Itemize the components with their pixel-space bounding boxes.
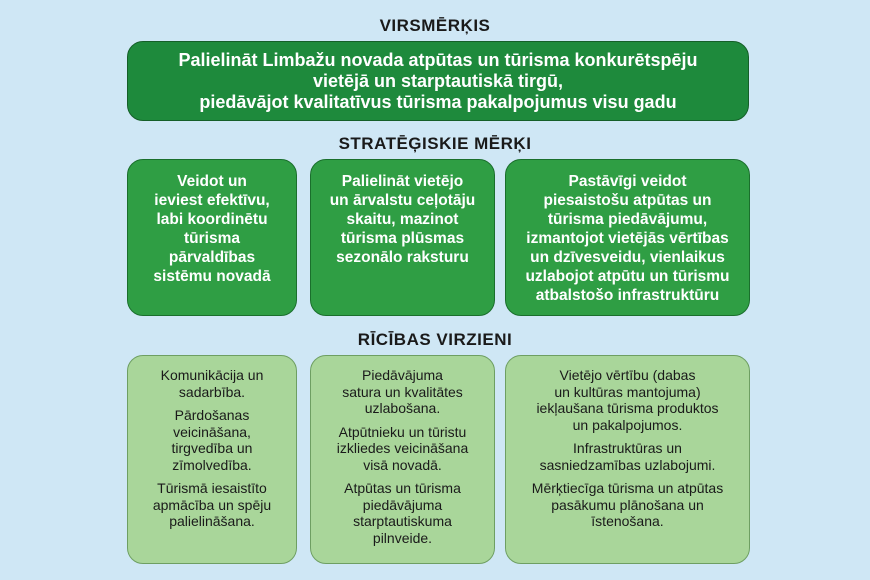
strategic-goal-box — [127, 159, 297, 316]
goal-line: Palielināt Limbažu novada atpūtas un tūrisma konkurētspēju — [178, 49, 698, 70]
action-item: Komunikācija un sadarbība. — [160, 367, 264, 400]
strategic-goals-heading: STRATĒĢISKIE MĒRĶI — [338, 134, 532, 153]
action-directions-heading: RĪCĪBAS VIRZIENI — [357, 330, 513, 349]
goal-heading: VIRSMĒRĶIS — [379, 16, 491, 35]
action-item: Infrastruktūras un sasniedzamības uzlabojumi. — [539, 440, 716, 473]
action-item: Piedāvājuma satura un kvalitātes uzlabošana. — [342, 367, 463, 416]
strategic-goal-box — [310, 159, 495, 316]
action-item: Pārdošanas veicināšana, tirgvedība un zīmolvedība. — [171, 407, 253, 473]
strategic-goal-text: Pastāvīgi veidot piesaistošu atpūtas un tūrisma piedāvājumu, izmantojot vietējās vērtības un dzīvesveidu, vienlaikus uzlabojot atpūtu un tūrismu atbalstošo infrastruktūru — [525, 173, 730, 304]
action-direction-box — [127, 355, 297, 564]
overall-goal-box — [127, 41, 749, 121]
strategic-goal-text: Palielināt vietējo un ārvalstu ceļotāju skaitu, mazinot tūrisma plūsmas sezonālo raksturu — [329, 173, 476, 266]
goal-line: piedāvājot kvalitatīvus tūrisma pakalpojumus visu gadu — [199, 91, 677, 112]
action-direction-box — [310, 355, 495, 564]
action-item: Mērķtiecīga tūrisma un atpūtas pasākumu plānošana un īstenošana. — [531, 480, 724, 529]
strategic-goal-text: Veidot un ieviest efektīvu, labi koordinētu tūrisma pārvaldības sistēmu novadā — [153, 173, 271, 285]
action-direction-box — [505, 355, 750, 564]
action-item: Tūrismā iesaistīto apmācība un spēju palielināšana. — [152, 480, 272, 529]
goal-line: vietējā un starptautiskā tirgū, — [312, 70, 564, 91]
action-item: Vietējo vērtību (dabas un kultūras mantojuma) iekļaušana tūrisma produktos un pakalpojumos. — [536, 367, 719, 433]
strategic-goal-box — [505, 159, 750, 316]
action-item: Atpūtas un tūrisma piedāvājuma starptautiskuma pilnveide. — [344, 480, 461, 546]
action-item: Atpūtnieku un tūristu izkliedes veicināšana visā novadā. — [336, 423, 469, 473]
